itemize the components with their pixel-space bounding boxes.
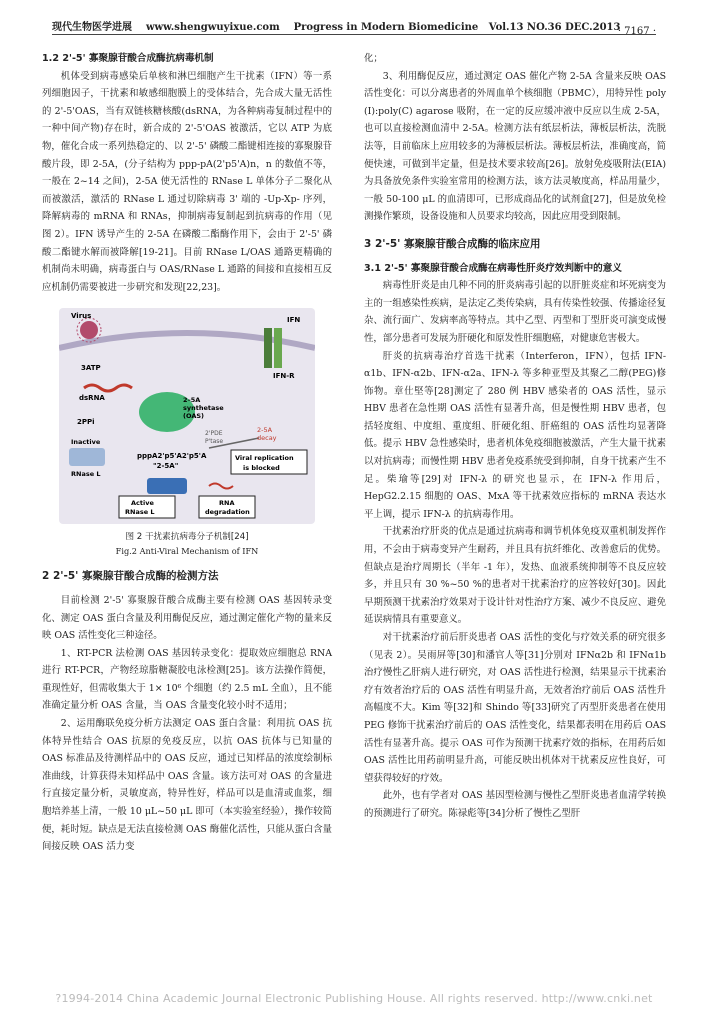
inactive-label-2: RNase L — [71, 470, 101, 479]
figure-caption-cn: 图 2 干扰素抗病毒分子机制[24] — [125, 532, 249, 543]
paragraph: 3、利用酶促反应，通过测定 OAS 催化产物 2-5A 含量来反映 OAS 活性变化：可以分离患者的外周血单个核细胞（PBMC），用特异性 poly (I):poly(C) agarose 吸附，在一定的反应缓冲液中反应以生成 2-5A，也可以直接检测血清中 2-5A。检测方法有纸层析法，薄板层析法，洗脱法等，目前临床上应用较多的为薄板层析法。薄板层析法，准确度高，简便快速，可做到半定量，但是技术要求较高[26]。放射免疫吸附法(EIA)为具备放免条件实验室常用的检测方法，该方法灵敏度高，样品用量少，一般 50-100 μL 的血清即可，已形成商品化的试剂盒[27]，但是放免检测操作繁琐，设备设施和人员要求均较高，因此应用受到限制。 — [364, 70, 666, 223]
section-3-1-heading: 3.1 2'-5' 寡聚腺苷酸合成酶在病毒性肝炎疗效判断中的意义 — [364, 262, 622, 274]
blocked-label-2: is blocked — [243, 464, 280, 473]
dsrna-strand-icon — [84, 385, 132, 391]
active-rnase-l-icon — [147, 478, 187, 494]
paragraph: 1、RT-PCR 法检测 OAS 基因转录变化：提取效应细胞总 RNA 进行 RT-PCR，产物经琼脂糖凝胶电泳检测[25]。该方法操作简便，重现性好，但需收集大于 1× 10⁶ 个细胞（约 2.5 mL 全血），且不能准确定量分析 OAS 含量，当 OAS 含量变化较小时不适用； — [42, 647, 332, 712]
paragraph: 2、运用酶联免疫分析方法测定 OAS 蛋白含量：利用抗 OAS 抗体特异性结合 OAS 抗原的免疫反应，以抗 OAS 抗体与已知量的 OAS 标准品及待测样品中的 OAS 反应，通过已知样品的浓度绘制标准曲线，计算获得未知样品中 OAS 含量。该方法可对 OAS 的含量进行直接定量分析，灵敏度高，特异性好，样品可以是血清或血浆，细胞培养基上清，一般 10 μL~50 μL 即可（本实验室经验），操作较简便，耗时短。缺点是无法直接检测 OAS 酶催化活性，只能从蛋白含量间接反映 OAS 活力变 — [42, 718, 332, 853]
quoted-2-5a-label: "2-5A" — [153, 462, 179, 471]
ifn-label: IFN — [287, 316, 301, 325]
pde-label: 2'PDE — [205, 430, 223, 438]
decay-label-2: decay — [257, 434, 277, 443]
paragraph: 肝炎的抗病毒治疗首选干扰素（Interferon，IFN），包括 IFN-α1b、IFN-α2b、IFN-α2a、IFN-λ 等多种亚型及其聚乙二醇(PEG)修饰物。章仕堅等[28]测定了 280 例 HBV 感染者的 OAS 活性，显示 HBV 患者在急性期 OAS 活性有显著升高，但是慢性期 HBV 患者，包括轻度组、中度组、重度组、肝硬化组、肝癌组的 OAS 活性均显著降低。提示 HBV 急性感染时，患者机体免疫细胞被激活，产生大量干扰素以对抗病毒；而慢性期 HBV 患者免疫系统受到抑制，自身干扰素产生不足。柴瑜等[29]对 IFN-λ 的研究也显示，在 IFN-λ 作用后，HepG2.2.15 细胞的 OAS、MxA 等干扰素效应指标的 mRNA 表达水平上调，提示 IFN-λ 的抗病毒作用。 — [364, 350, 666, 520]
degradation-label-1: RNA — [219, 499, 235, 508]
journal-name-en: Progress in Modern Biomedicine — [293, 22, 479, 33]
page-number: · 7167 · — [617, 26, 656, 37]
mechanism-diagram — [59, 308, 315, 524]
left-column — [42, 50, 332, 856]
inactive-label-1: Inactive — [71, 438, 101, 447]
virus-label: Virus — [71, 312, 92, 321]
section-2-heading: 2 2'-5' 寡聚腺苷酸合成酶的检测方法 — [42, 570, 219, 583]
oas-label-3: (OAS) — [183, 412, 205, 421]
paragraph: 对干扰素治疗前后肝炎患者 OAS 活性的变化与疗效关系的研究很多（见表 2）。吴雨屏等[30]和潘官人等[31]分别对 IFNα2b 和 IFNα1b 治疗慢性乙肝病人进行研究，对 OAS 活性进行检测，结果显示干扰素治疗有效者治疗后的 OAS 活性有明显升高，无效者治疗前后 OAS 活性升高幅度不大。Kim 等[32]和 Shindo 等[33]研究了丙型肝炎患者在使用 PEG 修饰干扰素治疗前后的 OAS 活性变化，结果都表明在用药后 OAS 活性有显著升高。提示 OAS 可作为预测干扰素疗效的指标，在用药后如 OAS 活性比用药前明显升高，可能反映出机体对干扰素反应性良好，可望获得较好的疗效。 — [364, 632, 666, 784]
degradation-label-2: degradation — [205, 508, 250, 517]
rna-fragment-icon — [209, 484, 233, 489]
ppi-label: 2PPi — [77, 418, 95, 427]
paragraph: 机体受到病毒感染后单核和淋巴细胞产生干扰素（IFN）等一系列细胞因子，干扰素和敏感细胞膜上的受体结合，先合成大量无活性的 2'-5'OAS，当有双链核糖核酸(dsRNA，为各种病毒复制过程中的一种中间产物)存在时，新合成的 2'-5'OAS 被激活，它以 ATP 为底物，催化合成一系列热稳定的、以 2'-5' 磷酸二酯键相连接的寡聚腺苷酸片段，即 2-5A，(分子结构为 ppp-pA(2'p5'A)n，n 的数值不等，一般在 2~14 之间)，2-5A 使无活性的 RNase L 单体分子二聚化从而被激活，激活的 RNase L 通过切除病毒 3' 端的 -Up-Xp- 序列，降解病毒的 mRNA 和 RNAs，抑制病毒复制起到抗病毒的作用（见图 2）。IFN 诱导产生的 2-5A 在磷酸二酯酶作用下，会由于 2'-5' 磷酸二酯键水解而被降解[19-21]。目前 RNase L/OAS 通路更精确的机制尚未明确，病毒蛋白与 OAS/RNase L 通路的间接和直接相互反应机制仍需要被进一步研究和发现[22,23]。 — [42, 70, 332, 293]
oas-label-2: synthetase — [183, 404, 224, 413]
paragraph: 此外，也有学者对 OAS 基因型检测与慢性乙型肝炎患者血清学转换的预测进行了研究。陈禄彪等[34]分析了慢性乙型肝 — [364, 790, 666, 819]
inactive-rnase-l-icon — [69, 448, 105, 466]
active-label-1: Active — [131, 499, 154, 508]
paragraph: 化； — [364, 53, 383, 64]
running-header — [52, 14, 656, 36]
ptase-label: P'tase — [205, 438, 224, 446]
copyright-footer: ?1994-2014 China Academic Journal Electronic Publishing House. All rights reserved. http://www.cnki.net — [55, 992, 653, 1005]
figure-caption-en: Fig.2 Anti-Viral Mechanism of IFN — [115, 546, 259, 557]
header-rule — [52, 34, 656, 35]
atp-label: 3ATP — [81, 364, 101, 373]
oas-label-1: 2–5A — [183, 396, 201, 405]
journal-name-cn: 现代生物医学进展 — [52, 22, 132, 33]
paragraph: 目前检测 2'-5' 寡聚腺苷酸合成酶主要有检测 OAS 基因转录变化、测定 OAS 蛋白含量及利用酶促反应，通过测定催化产物的量来反映 OAS 活性变化三种途径。 — [42, 594, 332, 642]
figure-2-ifn-mechanism — [59, 308, 315, 524]
decay-label-1: 2-5A — [257, 426, 273, 435]
journal-website: www.shengwuyixue.com — [145, 22, 280, 33]
paragraph: 病毒性肝炎是由几种不同的肝炎病毒引起的以肝脏炎症和坏死病变为主的一组感染性疾病，是法定乙类传染病，具有传染性较强、传播途径复杂、流行面广、发病率高等特点。其中乙型、丙型和丁型肝炎可演变成慢性，部分患者可发展为肝硬化和原发性肝细胞癌，对健康危害极大。 — [364, 280, 666, 344]
virus-icon — [77, 318, 101, 342]
ifnr-label: IFN-R — [273, 372, 295, 381]
formula-label: pppA2'p5'A2'p5'A — [137, 452, 207, 461]
section-1-2-heading: 1.2 2'-5' 寡聚腺苷酸合成酶抗病毒机制 — [42, 53, 214, 64]
paragraph: 干扰素治疗肝炎的优点是通过抗病毒和调节机体免疫双重机制发挥作用，不会由于病毒变异产生耐药，并且具有抗纤维化、改善愈后的优势。但缺点是治疗周期长（半年 -1 年），发热、血液系统抑制等不良反应较多，并且只有 30 %~50 %的患者对干扰素治疗的应答较好[30]。因此早期预测干扰素治疗效果对于设计针对性治疗方案、减少不良反应、避免延误病情具有重要意义。 — [364, 526, 666, 626]
ifn-receptor-icon — [264, 328, 282, 368]
right-column — [364, 50, 666, 823]
active-label-2: RNase L — [125, 508, 155, 517]
dsrna-label: dsRNA — [79, 394, 105, 403]
blocked-label-1: Viral replication — [235, 454, 294, 463]
journal-issue: Vol.13 NO.36 DEC.2013 — [488, 22, 621, 33]
section-3-heading: 3 2'-5' 寡聚腺苷酸合成酶的临床应用 — [364, 237, 541, 250]
